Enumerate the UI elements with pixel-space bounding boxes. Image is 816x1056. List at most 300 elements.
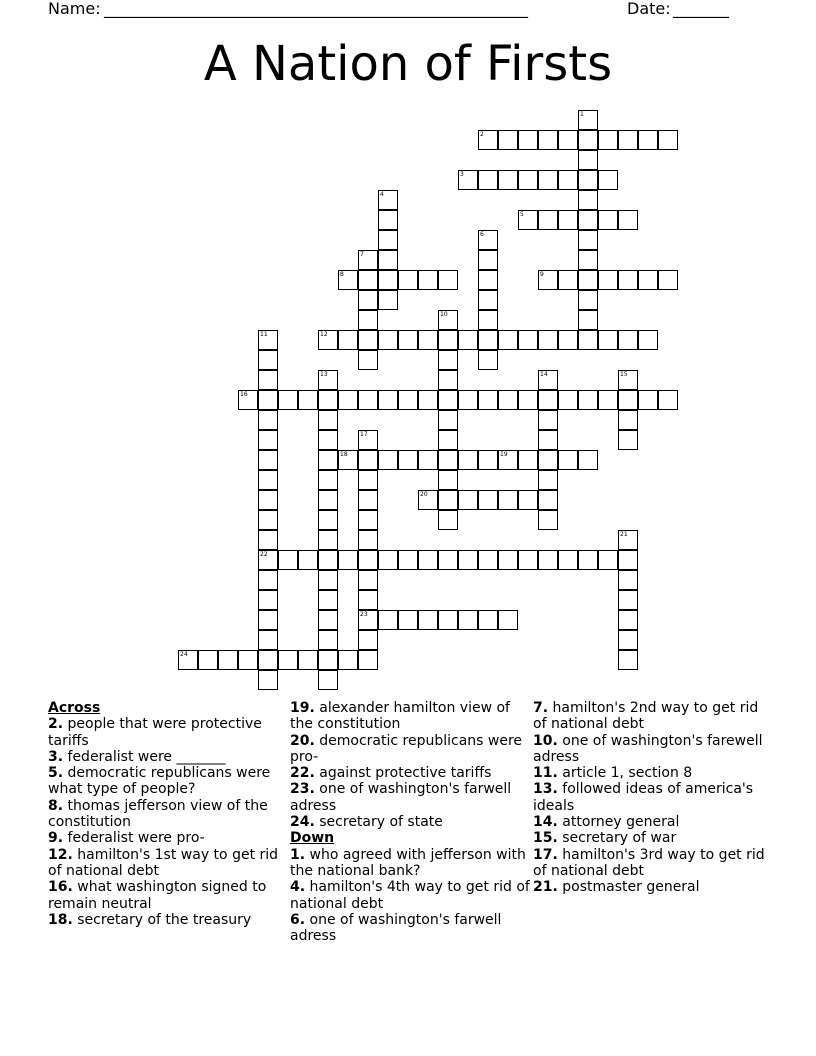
grid-cell[interactable]	[518, 130, 538, 150]
name-label: Name:	[48, 0, 101, 18]
header	[48, 0, 748, 22]
grid-cell[interactable]	[358, 650, 378, 670]
grid-cell[interactable]	[258, 490, 278, 510]
grid-cell[interactable]	[318, 670, 338, 690]
grid-cell[interactable]	[578, 150, 598, 170]
grid-cell[interactable]	[338, 330, 358, 350]
grid-cell[interactable]	[418, 270, 438, 290]
clue-number-label: 8.	[48, 797, 64, 814]
grid-cell[interactable]	[258, 350, 278, 370]
down-clue-list-continued	[533, 700, 773, 896]
grid-cell[interactable]	[598, 210, 618, 230]
grid-cell[interactable]	[618, 210, 638, 230]
grid-cell[interactable]	[578, 210, 598, 230]
grid-cell[interactable]	[258, 510, 278, 530]
grid-cell[interactable]	[578, 130, 598, 150]
grid-cell[interactable]	[618, 530, 638, 550]
grid-cell[interactable]	[558, 550, 578, 570]
grid-cell[interactable]	[558, 330, 578, 350]
grid-cell[interactable]	[358, 570, 378, 590]
down-clue	[533, 700, 773, 733]
grid-cell[interactable]	[258, 330, 278, 350]
across-clue	[290, 700, 530, 733]
clue-text: followed ideas of america's ideals	[533, 781, 754, 814]
grid-cell[interactable]	[318, 370, 338, 390]
grid-cell[interactable]	[598, 130, 618, 150]
grid-cell[interactable]	[618, 330, 638, 350]
clue-number-label: 7.	[533, 700, 549, 716]
clue-text: people that were protective tariffs	[48, 716, 262, 749]
clue-number-label: 1.	[290, 846, 306, 863]
grid-cell[interactable]	[458, 450, 478, 470]
down-clue	[533, 814, 773, 830]
grid-cell[interactable]	[298, 650, 318, 670]
grid-cell[interactable]	[438, 510, 458, 530]
grid-cell[interactable]	[178, 650, 198, 670]
grid-cell[interactable]	[358, 550, 378, 570]
clue-column-3	[533, 700, 773, 896]
grid-cell[interactable]	[358, 530, 378, 550]
grid-cell[interactable]	[358, 330, 378, 350]
grid-cell[interactable]	[498, 130, 518, 150]
grid-cell[interactable]	[358, 630, 378, 650]
grid-cell[interactable]	[538, 390, 558, 410]
grid-cell[interactable]	[258, 590, 278, 610]
grid-cell[interactable]	[598, 270, 618, 290]
grid-cell[interactable]	[618, 630, 638, 650]
grid-cell[interactable]	[538, 170, 558, 190]
grid-cell[interactable]	[478, 310, 498, 330]
grid-cell[interactable]	[478, 170, 498, 190]
grid-cell[interactable]	[518, 330, 538, 350]
grid-cell[interactable]	[578, 550, 598, 570]
clue-text: democratic republicans were what type of people?	[48, 765, 271, 798]
grid-cell[interactable]	[538, 450, 558, 470]
grid-cell[interactable]	[398, 450, 418, 470]
grid-cell[interactable]	[538, 130, 558, 150]
clue-number-label: 17.	[533, 846, 558, 863]
grid-cell[interactable]	[518, 170, 538, 190]
grid-cell[interactable]	[318, 390, 338, 410]
clue-number: 3	[460, 171, 464, 178]
grid-cell[interactable]	[498, 170, 518, 190]
grid-cell[interactable]	[458, 170, 478, 190]
grid-cell[interactable]	[498, 390, 518, 410]
grid-cell[interactable]	[458, 490, 478, 510]
grid-cell[interactable]	[358, 490, 378, 510]
grid-cell[interactable]	[438, 390, 458, 410]
grid-cell[interactable]	[278, 550, 298, 570]
grid-cell[interactable]	[658, 270, 678, 290]
down-clue	[533, 733, 773, 766]
clue-number: 19	[500, 451, 508, 458]
grid-cell[interactable]	[578, 190, 598, 210]
down-clue	[533, 781, 773, 814]
clue-number: 8	[340, 271, 344, 278]
grid-cell[interactable]	[318, 530, 338, 550]
grid-cell[interactable]	[358, 430, 378, 450]
grid-cell[interactable]	[658, 390, 678, 410]
grid-cell[interactable]	[318, 570, 338, 590]
clue-number-label: 19.	[290, 700, 315, 716]
grid-cell[interactable]	[618, 550, 638, 570]
grid-cell[interactable]	[518, 490, 538, 510]
grid-cell[interactable]	[478, 350, 498, 370]
grid-cell[interactable]	[418, 330, 438, 350]
clue-number: 18	[340, 451, 348, 458]
grid-cell[interactable]	[458, 330, 478, 350]
grid-cell[interactable]	[378, 230, 398, 250]
across-clue	[48, 830, 288, 846]
grid-cell[interactable]	[258, 670, 278, 690]
grid-cell[interactable]	[418, 490, 438, 510]
grid-cell[interactable]	[498, 610, 518, 630]
grid-cell[interactable]	[238, 390, 258, 410]
grid-cell[interactable]	[478, 450, 498, 470]
down-clue	[290, 847, 530, 880]
grid-cell[interactable]	[318, 410, 338, 430]
grid-cell[interactable]	[438, 550, 458, 570]
across-clue	[290, 733, 530, 766]
grid-cell[interactable]	[518, 450, 538, 470]
grid-cell[interactable]	[538, 410, 558, 430]
clue-number: 7	[360, 251, 364, 258]
clue-number: 23	[360, 611, 368, 618]
grid-cell[interactable]	[258, 450, 278, 470]
grid-cell[interactable]	[418, 550, 438, 570]
grid-cell[interactable]	[378, 250, 398, 270]
grid-cell[interactable]	[378, 610, 398, 630]
grid-cell[interactable]	[198, 650, 218, 670]
grid-cell[interactable]	[358, 590, 378, 610]
grid-cell[interactable]	[558, 270, 578, 290]
grid-cell[interactable]	[378, 330, 398, 350]
across-clue	[48, 847, 288, 880]
grid-cell[interactable]	[378, 190, 398, 210]
grid-cell[interactable]	[498, 550, 518, 570]
grid-cell[interactable]	[578, 290, 598, 310]
grid-cell[interactable]	[458, 390, 478, 410]
date-label: Date:	[627, 0, 671, 18]
grid-cell[interactable]	[438, 350, 458, 370]
clue-number: 20	[420, 491, 428, 498]
date-blank[interactable]: _______	[673, 0, 729, 18]
grid-cell[interactable]	[298, 390, 318, 410]
grid-cell[interactable]	[498, 450, 518, 470]
grid-cell[interactable]	[638, 270, 658, 290]
grid-cell[interactable]	[518, 550, 538, 570]
grid-cell[interactable]	[478, 550, 498, 570]
grid-cell[interactable]	[558, 390, 578, 410]
grid-cell[interactable]	[438, 270, 458, 290]
grid-cell[interactable]	[258, 370, 278, 390]
clue-text: attorney general	[557, 814, 680, 831]
grid-cell[interactable]	[418, 610, 438, 630]
grid-cell[interactable]	[358, 270, 378, 290]
grid-cell[interactable]	[478, 270, 498, 290]
grid-cell[interactable]	[478, 330, 498, 350]
clue-number: 21	[620, 531, 628, 538]
grid-cell[interactable]	[338, 390, 358, 410]
grid-cell[interactable]	[598, 550, 618, 570]
grid-cell[interactable]	[278, 390, 298, 410]
grid-cell[interactable]	[258, 610, 278, 630]
clue-text: hamilton's 2nd way to get rid of national debt	[533, 700, 759, 733]
grid-cell[interactable]	[378, 390, 398, 410]
grid-cell[interactable]	[638, 130, 658, 150]
grid-cell[interactable]	[358, 290, 378, 310]
grid-cell[interactable]	[578, 390, 598, 410]
grid-cell[interactable]	[318, 330, 338, 350]
grid-cell[interactable]	[318, 470, 338, 490]
grid-cell[interactable]	[358, 250, 378, 270]
grid-cell[interactable]	[338, 650, 358, 670]
grid-cell[interactable]	[258, 390, 278, 410]
grid-cell[interactable]	[358, 390, 378, 410]
grid-cell[interactable]	[638, 330, 658, 350]
grid-cell[interactable]	[538, 490, 558, 510]
grid-cell[interactable]	[458, 550, 478, 570]
down-clue	[290, 912, 530, 945]
grid-cell[interactable]	[318, 450, 338, 470]
grid-cell[interactable]	[538, 550, 558, 570]
clue-number-label: 20.	[290, 732, 315, 749]
clue-number: 11	[260, 331, 268, 338]
name-blank[interactable]: _____________________________________________________	[104, 0, 528, 18]
grid-cell[interactable]	[458, 610, 478, 630]
grid-cell[interactable]	[558, 210, 578, 230]
clue-number-label: 2.	[48, 716, 64, 733]
grid-cell[interactable]	[538, 430, 558, 450]
grid-cell[interactable]	[398, 610, 418, 630]
clue-text: one of washington's farwell adress	[290, 781, 512, 814]
grid-cell[interactable]	[438, 610, 458, 630]
clue-text: one of washington's farwell adress	[290, 911, 502, 945]
grid-cell[interactable]	[258, 650, 278, 670]
clue-number-label: 22.	[290, 765, 315, 782]
grid-cell[interactable]	[358, 470, 378, 490]
clue-number: 4	[380, 191, 384, 198]
grid-cell[interactable]	[618, 590, 638, 610]
grid-cell[interactable]	[398, 550, 418, 570]
across-heading: Across	[48, 700, 101, 716]
grid-cell[interactable]	[318, 510, 338, 530]
grid-cell[interactable]	[618, 570, 638, 590]
grid-cell[interactable]	[518, 210, 538, 230]
clue-number: 2	[480, 131, 484, 138]
clue-number-label: 24.	[290, 814, 315, 831]
down-clue	[533, 765, 773, 781]
grid-cell[interactable]	[318, 650, 338, 670]
grid-cell[interactable]	[618, 430, 638, 450]
grid-cell[interactable]	[418, 450, 438, 470]
grid-cell[interactable]	[578, 270, 598, 290]
clue-number-label: 10.	[533, 732, 558, 749]
grid-cell[interactable]	[338, 550, 358, 570]
clue-text: democratic republicans were pro-	[290, 732, 523, 765]
clue-text: secretary of the treasury	[72, 911, 252, 928]
clue-number: 14	[540, 371, 548, 378]
grid-cell[interactable]	[538, 210, 558, 230]
clue-number: 22	[260, 551, 268, 558]
grid-cell[interactable]	[438, 330, 458, 350]
grid-cell[interactable]	[318, 610, 338, 630]
clue-number: 6	[480, 231, 484, 238]
grid-cell[interactable]	[578, 330, 598, 350]
grid-cell[interactable]	[618, 270, 638, 290]
grid-cell[interactable]	[618, 370, 638, 390]
clue-text: hamilton's 1st way to get rid of national debt	[48, 846, 279, 879]
grid-cell[interactable]	[478, 390, 498, 410]
grid-cell[interactable]	[558, 130, 578, 150]
grid-cell[interactable]	[378, 450, 398, 470]
grid-cell[interactable]	[358, 350, 378, 370]
grid-cell[interactable]	[638, 390, 658, 410]
grid-cell[interactable]	[478, 230, 498, 250]
grid-cell[interactable]	[538, 330, 558, 350]
clue-text: federalist were _______	[63, 748, 226, 765]
grid-cell[interactable]	[538, 370, 558, 390]
clue-number-label: 9.	[48, 830, 64, 847]
grid-cell[interactable]	[658, 130, 678, 150]
grid-cell[interactable]	[378, 210, 398, 230]
grid-cell[interactable]	[598, 330, 618, 350]
grid-cell[interactable]	[258, 570, 278, 590]
grid-cell[interactable]	[498, 490, 518, 510]
grid-cell[interactable]	[478, 610, 498, 630]
grid-cell[interactable]	[318, 630, 338, 650]
down-clue	[533, 879, 773, 895]
grid-cell[interactable]	[438, 370, 458, 390]
grid-cell[interactable]	[438, 470, 458, 490]
clue-number: 9	[540, 271, 544, 278]
clue-number: 12	[320, 331, 328, 338]
grid-cell[interactable]	[398, 330, 418, 350]
across-clue	[290, 765, 530, 781]
clue-number-label: 23.	[290, 781, 315, 798]
grid-cell[interactable]	[618, 410, 638, 430]
grid-cell[interactable]	[558, 450, 578, 470]
grid-cell[interactable]	[318, 490, 338, 510]
clue-column-1	[48, 700, 288, 928]
clue-text: one of washington's farewell adress	[533, 732, 763, 765]
grid-cell[interactable]	[538, 470, 558, 490]
clue-number-label: 11.	[533, 765, 558, 782]
grid-cell[interactable]	[498, 330, 518, 350]
grid-cell[interactable]	[438, 450, 458, 470]
grid-cell[interactable]	[538, 510, 558, 530]
grid-cell[interactable]	[338, 450, 358, 470]
grid-cell[interactable]	[358, 450, 378, 470]
grid-cell[interactable]	[618, 610, 638, 630]
clue-number-label: 15.	[533, 830, 558, 847]
grid-cell[interactable]	[618, 390, 638, 410]
grid-cell[interactable]	[338, 270, 358, 290]
grid-cell[interactable]	[538, 270, 558, 290]
grid-cell[interactable]	[358, 310, 378, 330]
across-clue	[48, 912, 288, 928]
page-title: A Nation of Firsts	[203, 36, 613, 92]
clue-number-label: 5.	[48, 765, 64, 782]
grid-cell[interactable]	[438, 410, 458, 430]
grid-cell[interactable]	[318, 430, 338, 450]
clue-number: 5	[520, 211, 524, 218]
grid-cell[interactable]	[478, 490, 498, 510]
across-clue	[48, 798, 288, 831]
grid-cell[interactable]	[478, 130, 498, 150]
down-heading: Down	[290, 830, 335, 847]
grid-cell[interactable]	[278, 650, 298, 670]
across-clue-list	[48, 716, 288, 928]
clue-number-label: 13.	[533, 781, 558, 798]
grid-cell[interactable]	[398, 390, 418, 410]
grid-cell[interactable]	[258, 470, 278, 490]
down-clue	[533, 830, 773, 846]
grid-cell[interactable]	[438, 490, 458, 510]
clue-text: against protective tariffs	[314, 765, 492, 782]
clue-text: secretary of state	[314, 814, 443, 831]
grid-cell[interactable]	[318, 590, 338, 610]
clue-number-label: 3.	[48, 748, 64, 765]
grid-cell[interactable]	[378, 550, 398, 570]
clue-number-label: 4.	[290, 879, 306, 896]
grid-cell[interactable]	[418, 390, 438, 410]
grid-cell[interactable]	[258, 550, 278, 570]
clue-number-label: 16.	[48, 879, 73, 896]
grid-cell[interactable]	[258, 430, 278, 450]
grid-cell[interactable]	[598, 170, 618, 190]
grid-cell[interactable]	[618, 130, 638, 150]
clue-text: hamilton's 3rd way to get rid of national debt	[533, 846, 765, 879]
clue-number: 1	[580, 111, 584, 118]
grid-cell[interactable]	[558, 170, 578, 190]
clue-number-label: 14.	[533, 814, 558, 831]
grid-cell[interactable]	[358, 610, 378, 630]
grid-cell[interactable]	[318, 550, 338, 570]
grid-cell[interactable]	[578, 310, 598, 330]
grid-cell[interactable]	[618, 650, 638, 670]
clue-number: 13	[320, 371, 328, 378]
clue-text: alexander hamilton view of the constitution	[290, 700, 510, 733]
grid-cell[interactable]	[578, 250, 598, 270]
grid-cell[interactable]	[578, 110, 598, 130]
grid-cell[interactable]	[298, 550, 318, 570]
grid-cell[interactable]	[378, 290, 398, 310]
grid-cell[interactable]	[258, 630, 278, 650]
clue-number: 16	[240, 391, 248, 398]
across-clue	[48, 716, 288, 749]
grid-cell[interactable]	[398, 270, 418, 290]
across-clue	[290, 814, 530, 830]
grid-cell[interactable]	[238, 650, 258, 670]
grid-cell[interactable]	[578, 170, 598, 190]
grid-cell[interactable]	[478, 250, 498, 270]
grid-cell[interactable]	[378, 270, 398, 290]
clue-number-label: 21.	[533, 879, 558, 896]
grid-cell[interactable]	[438, 430, 458, 450]
grid-cell[interactable]	[478, 290, 498, 310]
clue-text: federalist were pro-	[63, 830, 205, 847]
grid-cell[interactable]	[578, 450, 598, 470]
grid-cell[interactable]	[578, 230, 598, 250]
grid-cell[interactable]	[518, 390, 538, 410]
grid-cell[interactable]	[258, 410, 278, 430]
grid-cell[interactable]	[598, 390, 618, 410]
grid-cell[interactable]	[438, 310, 458, 330]
grid-cell[interactable]	[218, 650, 238, 670]
grid-cell[interactable]	[258, 530, 278, 550]
grid-cell[interactable]	[358, 510, 378, 530]
